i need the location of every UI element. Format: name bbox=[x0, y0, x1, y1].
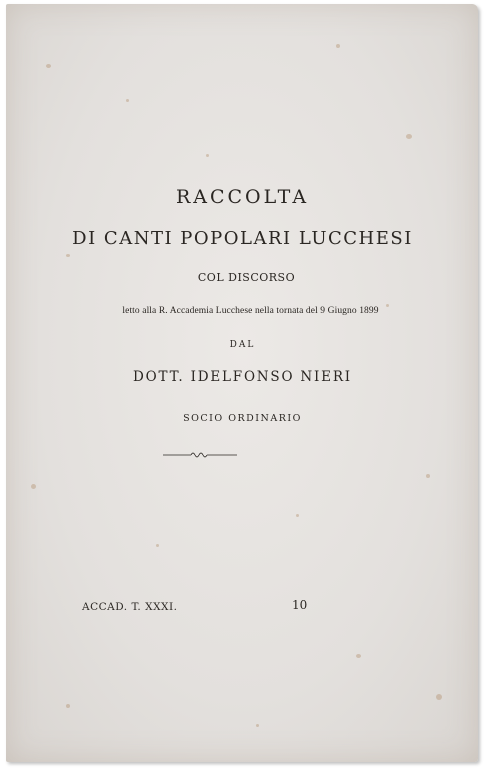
by-line: DAL bbox=[229, 340, 256, 350]
author-name: DOTT. IDELFONSO NIERI bbox=[133, 369, 352, 385]
foxing-spot bbox=[31, 484, 36, 489]
foxing-spot bbox=[426, 474, 430, 478]
foxing-spot bbox=[296, 514, 299, 517]
foxing-spot bbox=[206, 154, 209, 157]
foxing-spot bbox=[156, 544, 159, 547]
foxing-spot bbox=[66, 254, 70, 257]
signature-mark: 10 bbox=[292, 598, 308, 612]
reading-note: letto alla R. Accademia Lucchese nella tornata del 9 Giugno 1899 bbox=[122, 306, 379, 316]
foxing-spot bbox=[256, 724, 259, 727]
series-note: ACCAD. T. XXXI. bbox=[82, 601, 178, 613]
foxing-spot bbox=[436, 694, 442, 700]
page-subtitle: DI CANTI POPOLARI LUCCHESI bbox=[72, 228, 413, 249]
foxing-spot bbox=[336, 44, 340, 48]
foxing-spot bbox=[356, 654, 361, 658]
author-role: SOCIO ORDINARIO bbox=[183, 413, 302, 424]
foxing-spot bbox=[126, 99, 129, 102]
discourse-line: COL DISCORSO bbox=[197, 271, 296, 284]
ornament-divider bbox=[163, 449, 237, 461]
foxing-spot bbox=[66, 704, 70, 708]
foxing-spot bbox=[406, 134, 412, 139]
foxing-spot bbox=[46, 64, 51, 68]
page-title: RACCOLTA bbox=[175, 186, 310, 208]
